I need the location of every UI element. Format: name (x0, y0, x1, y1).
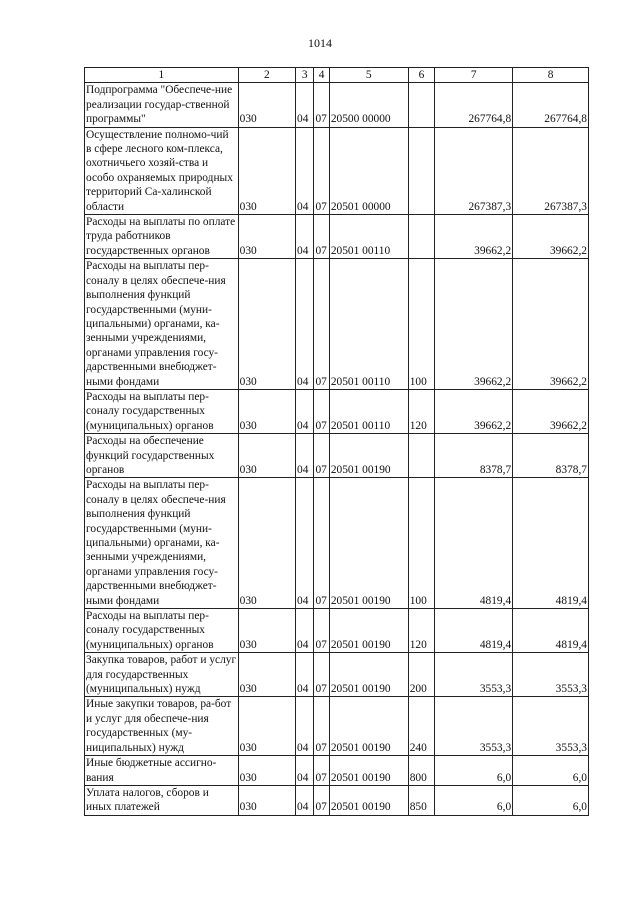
header-cell: 3 (296, 68, 314, 83)
amount-col7: 6,0 (435, 785, 513, 815)
item-name: Расходы на выплаты пер-соналу в целях обеспече-ния выполнения функций государственными (муни-ципальными) органами, ка-зенными учреждениями, органами управления госу-дарственными внебюджет-ными фондами (85, 259, 239, 390)
subsection-code: 07 (314, 127, 329, 214)
expense-type-code: 240 (408, 697, 435, 756)
subsection-code: 07 (314, 389, 329, 433)
subsection-code: 07 (314, 259, 329, 390)
table-row (85, 389, 589, 433)
section-code: 04 (296, 83, 314, 127)
subsection-code: 07 (314, 83, 329, 127)
table-row (85, 127, 589, 214)
section-code: 04 (296, 127, 314, 214)
section-code: 04 (296, 389, 314, 433)
amount-col7: 4819,4 (435, 609, 513, 653)
amount-col7: 39662,2 (435, 259, 513, 390)
item-name: Расходы на обеспечение функций государственных органов (85, 434, 239, 478)
expense-type-code (408, 434, 435, 478)
table-row (85, 756, 589, 786)
ministry-code: 030 (238, 653, 295, 697)
table-row (85, 478, 589, 609)
ministry-code: 030 (238, 697, 295, 756)
section-code: 04 (296, 478, 314, 609)
header-row (85, 68, 589, 83)
item-name: Расходы на выплаты пер-соналу государственных (муниципальных) органов (85, 609, 239, 653)
amount-col7: 3553,3 (435, 653, 513, 697)
table-row (85, 83, 589, 127)
subsection-code: 07 (314, 697, 329, 756)
subsection-code: 07 (314, 756, 329, 786)
expense-type-code: 850 (408, 785, 435, 815)
subsection-code: 07 (314, 434, 329, 478)
amount-col7: 39662,2 (435, 389, 513, 433)
subsection-code: 07 (314, 478, 329, 609)
section-code: 04 (296, 434, 314, 478)
ministry-code: 030 (238, 389, 295, 433)
expense-type-code: 800 (408, 756, 435, 786)
amount-col8: 4819,4 (513, 609, 589, 653)
target-article-code: 20501 00190 (329, 756, 408, 786)
table-row (85, 697, 589, 756)
section-code: 04 (296, 215, 314, 259)
expense-type-code: 100 (408, 259, 435, 390)
section-code: 04 (296, 609, 314, 653)
subsection-code: 07 (314, 609, 329, 653)
header-cell: 5 (329, 68, 408, 83)
target-article-code: 20501 00190 (329, 697, 408, 756)
amount-col7: 267387,3 (435, 127, 513, 214)
header-cell: 1 (85, 68, 239, 83)
amount-col7: 6,0 (435, 756, 513, 786)
target-article-code: 20501 00190 (329, 478, 408, 609)
subsection-code: 07 (314, 785, 329, 815)
expense-type-code: 120 (408, 609, 435, 653)
section-code: 04 (296, 785, 314, 815)
section-code: 04 (296, 697, 314, 756)
amount-col8: 3553,3 (513, 653, 589, 697)
amount-col7: 4819,4 (435, 478, 513, 609)
expense-type-code: 200 (408, 653, 435, 697)
amount-col8: 6,0 (513, 785, 589, 815)
amount-col8: 267387,3 (513, 127, 589, 214)
ministry-code: 030 (238, 259, 295, 390)
amount-col8: 39662,2 (513, 259, 589, 390)
target-article-code: 20501 00110 (329, 389, 408, 433)
amount-col8: 8378,7 (513, 434, 589, 478)
table-row (85, 609, 589, 653)
target-article-code: 20500 00000 (329, 83, 408, 127)
item-name: Иные бюджетные ассигно-вания (85, 756, 239, 786)
ministry-code: 030 (238, 756, 295, 786)
amount-col7: 39662,2 (435, 215, 513, 259)
amount-col8: 267764,8 (513, 83, 589, 127)
target-article-code: 20501 00190 (329, 653, 408, 697)
amount-col8: 39662,2 (513, 389, 589, 433)
target-article-code: 20501 00190 (329, 434, 408, 478)
subsection-code: 07 (314, 215, 329, 259)
header-cell: 2 (238, 68, 295, 83)
target-article-code: 20501 00190 (329, 785, 408, 815)
header-cell: 8 (513, 68, 589, 83)
item-name: Подпрограмма "Обеспече-ние реализации государ-ственной программы" (85, 83, 239, 127)
header-cell: 7 (435, 68, 513, 83)
table-row (85, 434, 589, 478)
expense-type-code (408, 127, 435, 214)
section-code: 04 (296, 259, 314, 390)
expense-type-code (408, 83, 435, 127)
amount-col7: 3553,3 (435, 697, 513, 756)
amount-col7: 267764,8 (435, 83, 513, 127)
table-row (85, 785, 589, 815)
amount-col7: 8378,7 (435, 434, 513, 478)
ministry-code: 030 (238, 785, 295, 815)
amount-col8: 4819,4 (513, 478, 589, 609)
item-name: Уплата налогов, сборов и иных платежей (85, 785, 239, 815)
target-article-code: 20501 00110 (329, 215, 408, 259)
section-code: 04 (296, 756, 314, 786)
ministry-code: 030 (238, 127, 295, 214)
subsection-code: 07 (314, 653, 329, 697)
target-article-code: 20501 00110 (329, 259, 408, 390)
target-article-code: 20501 00000 (329, 127, 408, 214)
item-name: Расходы на выплаты по оплате труда работников государственных органов (85, 215, 239, 259)
target-article-code: 20501 00190 (329, 609, 408, 653)
amount-col8: 6,0 (513, 756, 589, 786)
expense-type-code: 100 (408, 478, 435, 609)
ministry-code: 030 (238, 478, 295, 609)
budget-table (84, 67, 589, 816)
table-row (85, 215, 589, 259)
item-name: Расходы на выплаты пер-соналу государственных (муниципальных) органов (85, 389, 239, 433)
expense-type-code: 120 (408, 389, 435, 433)
section-code: 04 (296, 653, 314, 697)
expense-type-code (408, 215, 435, 259)
ministry-code: 030 (238, 609, 295, 653)
item-name: Иные закупки товаров, ра-бот и услуг для обеспече-ния государственных (му-ниципальных) нужд (85, 697, 239, 756)
table-row (85, 653, 589, 697)
ministry-code: 030 (238, 434, 295, 478)
table-row (85, 259, 589, 390)
header-cell: 6 (408, 68, 435, 83)
ministry-code: 030 (238, 83, 295, 127)
item-name: Расходы на выплаты пер-соналу в целях обеспече-ния выполнения функций государственными (муни-ципальными) органами, ка-зенными учреждениями, органами управления госу-дарственными внебюджет-ными фондами (85, 478, 239, 609)
item-name: Закупка товаров, работ и услуг для государственных (муниципальных) нужд (85, 653, 239, 697)
amount-col8: 39662,2 (513, 215, 589, 259)
header-cell: 4 (314, 68, 329, 83)
ministry-code: 030 (238, 215, 295, 259)
amount-col8: 3553,3 (513, 697, 589, 756)
page-number: 1014 (308, 36, 332, 50)
item-name: Осуществление полномо-чий в сфере лесного ком-плекса, охотничьего хозяй-ства и особо охраняемых природных территорий Са-халинской области (85, 127, 239, 214)
